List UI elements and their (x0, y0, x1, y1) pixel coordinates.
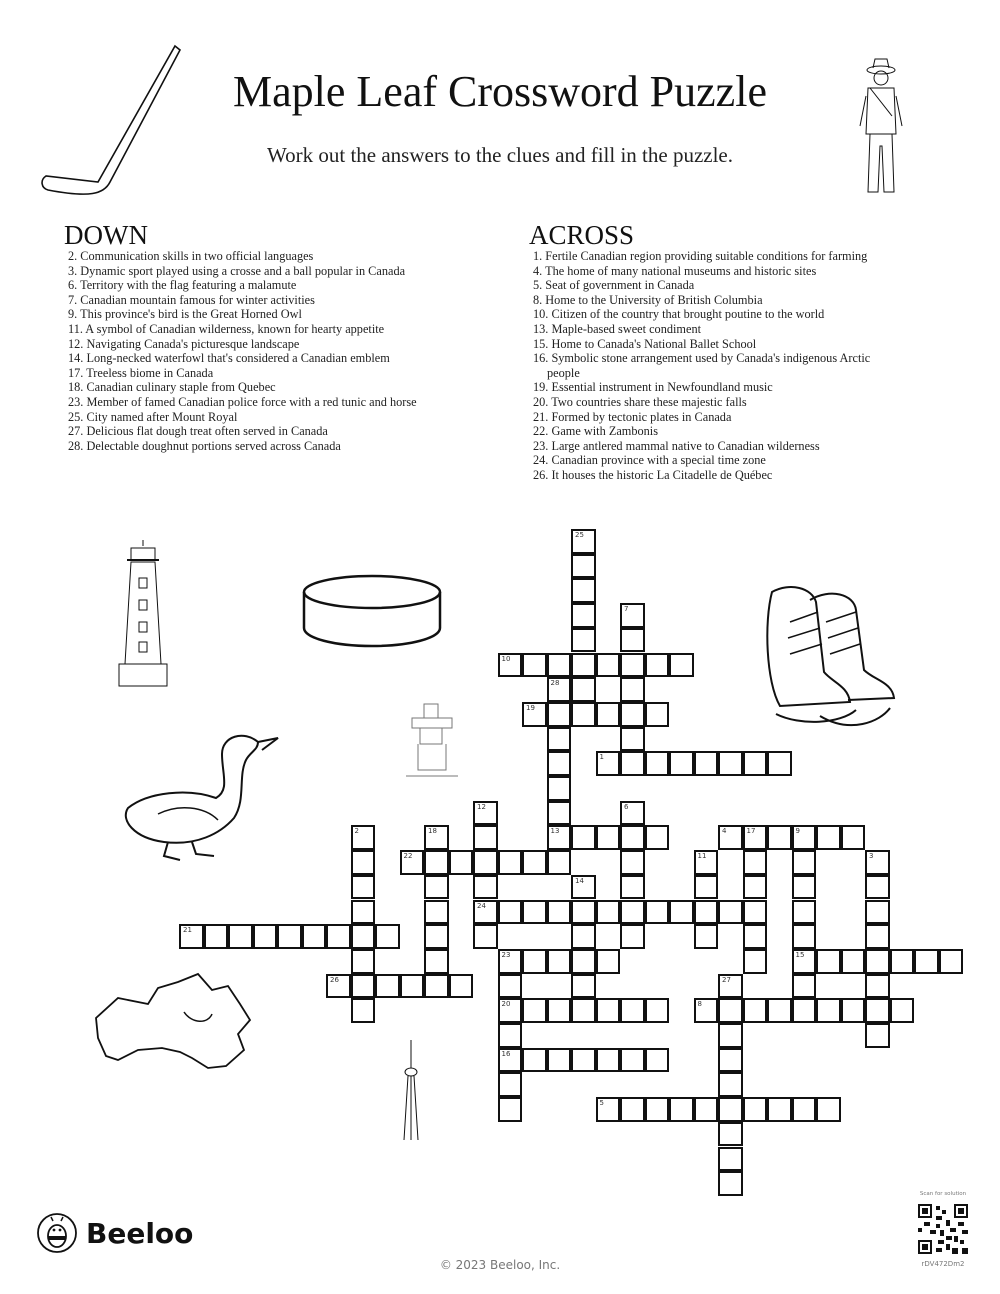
page-title: Maple Leaf Crossword Puzzle (233, 67, 767, 116)
crossword-cell[interactable] (718, 1122, 743, 1147)
across-clue: 26. It houses the historic La Citadelle de Québec (533, 467, 773, 482)
down-clue: 25. City named after Mount Royal (68, 409, 238, 424)
crossword-cell[interactable] (522, 702, 547, 727)
crossword-cell[interactable] (473, 801, 498, 826)
crossword-cell[interactable] (743, 825, 768, 850)
clue-number: 28 (550, 679, 560, 688)
crossword-cell[interactable] (645, 1097, 670, 1122)
duck-icon (118, 730, 280, 864)
crossword-cell[interactable] (841, 998, 866, 1023)
crossword-cell[interactable] (865, 924, 890, 949)
crossword-cell[interactable] (424, 949, 449, 974)
crossword-cell[interactable] (620, 603, 645, 628)
crossword-cell[interactable] (620, 801, 645, 826)
crossword-cell[interactable] (816, 825, 841, 850)
crossword-cell[interactable] (547, 776, 572, 801)
clue-number: 21 (183, 926, 192, 935)
crossword-cell[interactable] (767, 1097, 792, 1122)
clue-number: 14 (575, 876, 584, 885)
crossword-cell[interactable] (694, 924, 719, 949)
clue-number: 17 (746, 827, 756, 836)
crossword-cell[interactable] (547, 727, 572, 752)
crossword-cell[interactable] (694, 751, 719, 776)
canada-map-icon (88, 968, 258, 1088)
cn-tower-icon (400, 1038, 422, 1142)
across-clue: 5. Seat of government in Canada (533, 278, 695, 293)
crossword-cell[interactable] (694, 998, 719, 1023)
crossword-cell[interactable] (645, 998, 670, 1023)
crossword-cell[interactable] (179, 924, 204, 949)
crossword-cell[interactable] (522, 850, 547, 875)
crossword-cell[interactable] (718, 1171, 743, 1196)
clue-number: 4 (722, 827, 727, 836)
crossword-cell[interactable] (669, 900, 694, 925)
crossword-cell[interactable] (596, 1048, 621, 1073)
crossword-cell[interactable] (669, 1097, 694, 1122)
crossword-cell[interactable] (473, 875, 498, 900)
crossword-cell[interactable] (792, 825, 817, 850)
crossword-cell[interactable] (424, 875, 449, 900)
crossword-cell[interactable] (865, 949, 890, 974)
down-clue: 3. Dynamic sport played using a crosse and a ball popular in Canada (68, 263, 406, 278)
crossword-cell[interactable] (767, 998, 792, 1023)
crossword-cell[interactable] (498, 949, 523, 974)
crossword-cell[interactable] (400, 850, 425, 875)
down-clue: 12. Navigating Canada's picturesque landscape (68, 336, 300, 351)
crossword-cell[interactable] (718, 900, 743, 925)
across-clue: 13. Maple-based sweet condiment (533, 321, 702, 336)
clue-number: 1 (599, 753, 604, 762)
hockey-puck-icon (300, 572, 444, 650)
crossword-cell[interactable] (375, 924, 400, 949)
crossword-cell[interactable] (571, 554, 596, 579)
crossword-cell[interactable] (547, 653, 572, 678)
crossword-cell[interactable] (571, 875, 596, 900)
down-clue: 14. Long-necked waterfowl that's considered a Canadian emblem (68, 351, 390, 366)
crossword-cell[interactable] (645, 1048, 670, 1073)
lighthouse-icon (115, 538, 171, 690)
crossword-cell[interactable] (865, 875, 890, 900)
clue-number: 11 (697, 852, 707, 861)
crossword-cell[interactable] (792, 1097, 817, 1122)
crossword-cell[interactable] (424, 974, 449, 999)
clue-number: 8 (697, 1000, 702, 1009)
crossword-cell[interactable] (449, 974, 474, 999)
clue-number: 6 (624, 802, 629, 811)
crossword-cell[interactable] (571, 702, 596, 727)
crossword-cell[interactable] (718, 825, 743, 850)
copyright-text: © 2023 Beeloo, Inc. (439, 1258, 561, 1272)
across-clue: 10. Citizen of the country that brought poutine to the world (533, 307, 825, 322)
crossword-cell[interactable] (718, 1048, 743, 1073)
crossword-cell[interactable] (351, 974, 376, 999)
across-clue: 23. Large antlered mammal native to Canadian wilderness (533, 438, 820, 453)
crossword-cell[interactable] (571, 653, 596, 678)
across-heading: ACROSS (529, 220, 635, 250)
crossword-cell[interactable] (571, 825, 596, 850)
brand-name: Beeloo (86, 1216, 194, 1250)
crossword-cell[interactable] (498, 974, 523, 999)
crossword-cell[interactable] (939, 949, 964, 974)
crossword-cell[interactable] (228, 924, 253, 949)
clue-number: 16 (501, 1049, 511, 1058)
crossword-cell[interactable] (743, 751, 768, 776)
crossword-cell[interactable] (718, 1072, 743, 1097)
crossword-cell[interactable] (645, 653, 670, 678)
crossword-cell[interactable] (498, 653, 523, 678)
clue-number: 10 (501, 654, 511, 663)
crossword-cell[interactable] (865, 998, 890, 1023)
crossword-cell[interactable] (302, 924, 327, 949)
crossword-cell[interactable] (571, 924, 596, 949)
crossword-cell[interactable] (841, 825, 866, 850)
crossword-cell[interactable] (620, 875, 645, 900)
down-clue: 18. Canadian culinary staple from Quebec (68, 380, 276, 395)
crossword-cell[interactable] (694, 850, 719, 875)
clue-number: 3 (869, 852, 874, 861)
clue-number: 26 (330, 975, 339, 984)
crossword-cell[interactable] (522, 1048, 547, 1073)
clue-number: 18 (428, 827, 437, 836)
crossword-cell[interactable] (645, 825, 670, 850)
page-subtitle: Work out the answers to the clues and fill in the puzzle. (266, 143, 733, 167)
crossword-cell[interactable] (204, 924, 229, 949)
crossword-cell[interactable] (718, 1023, 743, 1048)
crossword-cell[interactable] (596, 702, 621, 727)
crossword-cell[interactable] (571, 998, 596, 1023)
crossword-cell[interactable] (620, 924, 645, 949)
crossword-cell[interactable] (571, 677, 596, 702)
crossword-cell[interactable] (400, 974, 425, 999)
crossword-cell[interactable] (571, 578, 596, 603)
crossword-cell[interactable] (571, 603, 596, 628)
crossword-cell[interactable] (792, 974, 817, 999)
crossword-cell[interactable] (718, 751, 743, 776)
crossword-cell[interactable] (620, 653, 645, 678)
crossword-cell[interactable] (718, 1097, 743, 1122)
clue-number: 7 (624, 605, 629, 614)
crossword-cell[interactable] (620, 850, 645, 875)
crossword-cell[interactable] (620, 1097, 645, 1122)
crossword-cell[interactable] (743, 850, 768, 875)
crossword-cell[interactable] (547, 825, 572, 850)
mountie-icon (856, 56, 906, 198)
crossword-cell[interactable] (498, 850, 523, 875)
crossword-cell[interactable] (351, 850, 376, 875)
crossword-cell[interactable] (498, 900, 523, 925)
crossword-cell[interactable] (571, 949, 596, 974)
crossword-cell[interactable] (547, 998, 572, 1023)
crossword-cell[interactable] (547, 900, 572, 925)
crossword-cell[interactable] (694, 1097, 719, 1122)
crossword-cell[interactable] (522, 900, 547, 925)
crossword-cell[interactable] (792, 850, 817, 875)
crossword-cell[interactable] (620, 677, 645, 702)
crossword-cell[interactable] (351, 998, 376, 1023)
clue-number: 2 (354, 827, 359, 836)
clue-number: 22 (403, 852, 413, 861)
crossword-cell[interactable] (571, 974, 596, 999)
puzzle-code: rDV472Dm2 (921, 1260, 965, 1268)
crossword-cell[interactable] (498, 1023, 523, 1048)
crossword-cell[interactable] (596, 900, 621, 925)
crossword-cell[interactable] (522, 998, 547, 1023)
crossword-cell[interactable] (841, 949, 866, 974)
crossword-cell[interactable] (424, 850, 449, 875)
down-clue: 7. Canadian mountain famous for winter activities (68, 292, 315, 307)
crossword-cell[interactable] (596, 998, 621, 1023)
crossword-cell[interactable] (694, 900, 719, 925)
clue-number: 27 (722, 975, 731, 984)
crossword-cell[interactable] (718, 1147, 743, 1172)
crossword-cell[interactable] (620, 751, 645, 776)
down-heading: DOWN (64, 220, 148, 250)
across-clue: 21. Formed by tectonic plates in Canada (533, 409, 732, 424)
crossword-cell[interactable] (792, 875, 817, 900)
crossword-cell[interactable] (326, 924, 351, 949)
across-clue: 19. Essential instrument in Newfoundland music (533, 380, 773, 395)
crossword-cell[interactable] (865, 974, 890, 999)
crossword-cell[interactable] (694, 875, 719, 900)
clue-number: 15 (795, 950, 805, 959)
bee-icon (36, 1212, 78, 1254)
crossword-cell[interactable] (547, 801, 572, 826)
crossword-cell[interactable] (865, 900, 890, 925)
crossword-cell[interactable] (571, 529, 596, 554)
across-clue: 4. The home of many national museums and historic sites (533, 263, 817, 278)
crossword-cell[interactable] (743, 949, 768, 974)
down-clue: 17. Treeless biome in Canada (68, 365, 214, 380)
crossword-cell[interactable] (571, 900, 596, 925)
crossword-cell[interactable] (473, 825, 498, 850)
crossword-cell[interactable] (865, 850, 890, 875)
crossword-cell[interactable] (792, 900, 817, 925)
crossword-cell[interactable] (767, 751, 792, 776)
crossword-cell[interactable] (424, 900, 449, 925)
clue-number: 23 (501, 950, 511, 959)
crossword-cell[interactable] (792, 924, 817, 949)
inukshuk-icon (404, 700, 460, 782)
crossword-cell[interactable] (890, 949, 915, 974)
across-clue-list (533, 249, 883, 483)
crossword-cell[interactable] (424, 825, 449, 850)
across-clue: 8. Home to the University of British Columbia (533, 292, 763, 307)
crossword-cell[interactable] (620, 702, 645, 727)
crossword-cell[interactable] (547, 850, 572, 875)
qr-code-icon[interactable] (918, 1204, 968, 1254)
crossword-cell[interactable] (522, 653, 547, 678)
crossword-cell[interactable] (596, 825, 621, 850)
crossword-cell[interactable] (596, 1097, 621, 1122)
crossword-cell[interactable] (620, 900, 645, 925)
across-clue: 22. Game with Zambonis (533, 424, 658, 439)
crossword-cell[interactable] (547, 1048, 572, 1073)
across-clue: 15. Home to Canada's National Ballet School (533, 336, 757, 351)
crossword-cell[interactable] (620, 998, 645, 1023)
crossword-cell[interactable] (718, 974, 743, 999)
crossword-cell[interactable] (743, 998, 768, 1023)
crossword-cell[interactable] (498, 1072, 523, 1097)
crossword-cell[interactable] (890, 998, 915, 1023)
crossword-cell[interactable] (792, 998, 817, 1023)
crossword-cell[interactable] (351, 924, 376, 949)
crossword-cell[interactable] (351, 875, 376, 900)
crossword-cell[interactable] (620, 628, 645, 653)
clue-number: 12 (477, 802, 486, 811)
crossword-cell[interactable] (596, 653, 621, 678)
crossword-cell[interactable] (816, 1097, 841, 1122)
across-clue: 1. Fertile Canadian region providing suitable conditions for farming (533, 249, 868, 263)
crossword-cell[interactable] (547, 677, 572, 702)
crossword-cell[interactable] (669, 751, 694, 776)
crossword-cell[interactable] (277, 924, 302, 949)
crossword-cell[interactable] (914, 949, 939, 974)
crossword-cell[interactable] (816, 949, 841, 974)
across-clue: 16. Symbolic stone arrangement used by Canada's indigenous Arctic people (533, 351, 871, 380)
crossword-cell[interactable] (645, 900, 670, 925)
down-clue-list (68, 249, 438, 453)
crossword-cell[interactable] (743, 900, 768, 925)
crossword-cell[interactable] (351, 825, 376, 850)
down-clue: 9. This province's bird is the Great Horned Owl (68, 307, 302, 322)
crossword-cell[interactable] (326, 974, 351, 999)
crossword-cell[interactable] (571, 1048, 596, 1073)
crossword-cell[interactable] (351, 900, 376, 925)
crossword-cell[interactable] (816, 998, 841, 1023)
crossword-cell[interactable] (473, 924, 498, 949)
crossword-cell[interactable] (718, 998, 743, 1023)
crossword-cell[interactable] (351, 949, 376, 974)
crossword-cell[interactable] (743, 924, 768, 949)
crossword-cell[interactable] (547, 751, 572, 776)
crossword-cell[interactable] (645, 702, 670, 727)
crossword-cell[interactable] (547, 702, 572, 727)
clue-number: 19 (526, 703, 535, 712)
crossword-cell[interactable] (571, 628, 596, 653)
down-clue: 27. Delicious flat dough treat often served in Canada (68, 424, 328, 439)
down-clue: 23. Member of famed Canadian police force with a red tunic and horse (68, 394, 417, 409)
crossword-cell[interactable] (743, 875, 768, 900)
clue-number: 13 (550, 827, 560, 836)
crossword-cell[interactable] (792, 949, 817, 974)
beeloo-logo (36, 1212, 193, 1254)
crossword-cell[interactable] (498, 998, 523, 1023)
ice-skates-icon (760, 582, 900, 742)
crossword-cell[interactable] (645, 751, 670, 776)
crossword-cell[interactable] (865, 1023, 890, 1048)
across-clue: 20. Two countries share these majestic falls (533, 394, 747, 409)
crossword-cell[interactable] (253, 924, 278, 949)
crossword-cell[interactable] (596, 949, 621, 974)
across-clue: 24. Canadian province with a special time zone (533, 453, 766, 468)
down-clue: 28. Delectable doughnut portions served across Canada (68, 438, 341, 453)
crossword-cell[interactable] (522, 949, 547, 974)
clue-number: 9 (795, 827, 800, 836)
crossword-cell[interactable] (767, 825, 792, 850)
clue-number: 24 (477, 901, 486, 910)
down-clue: 2. Communication skills in two official languages (68, 249, 314, 263)
crossword-cell[interactable] (424, 924, 449, 949)
crossword-cell[interactable] (473, 900, 498, 925)
crossword-cell[interactable] (449, 850, 474, 875)
crossword-cell[interactable] (375, 974, 400, 999)
clue-number: 20 (501, 1000, 511, 1009)
crossword-cell[interactable] (620, 825, 645, 850)
crossword-cell[interactable] (498, 1097, 523, 1122)
clue-number: 25 (575, 531, 584, 539)
scan-label: Scan for solution (919, 1191, 967, 1197)
down-clue: 6. Territory with the flag featuring a malamute (68, 278, 297, 293)
crossword-cell[interactable] (547, 949, 572, 974)
down-clue: 11. A symbol of Canadian wilderness, known for hearty appetite (68, 321, 385, 336)
crossword-cell[interactable] (620, 727, 645, 752)
crossword-cell[interactable] (498, 1048, 523, 1073)
crossword-cell[interactable] (669, 653, 694, 678)
crossword-cell[interactable] (473, 850, 498, 875)
crossword-cell[interactable] (743, 1097, 768, 1122)
crossword-cell[interactable] (620, 1048, 645, 1073)
clue-number: 5 (599, 1099, 604, 1108)
crossword-cell[interactable] (596, 751, 621, 776)
